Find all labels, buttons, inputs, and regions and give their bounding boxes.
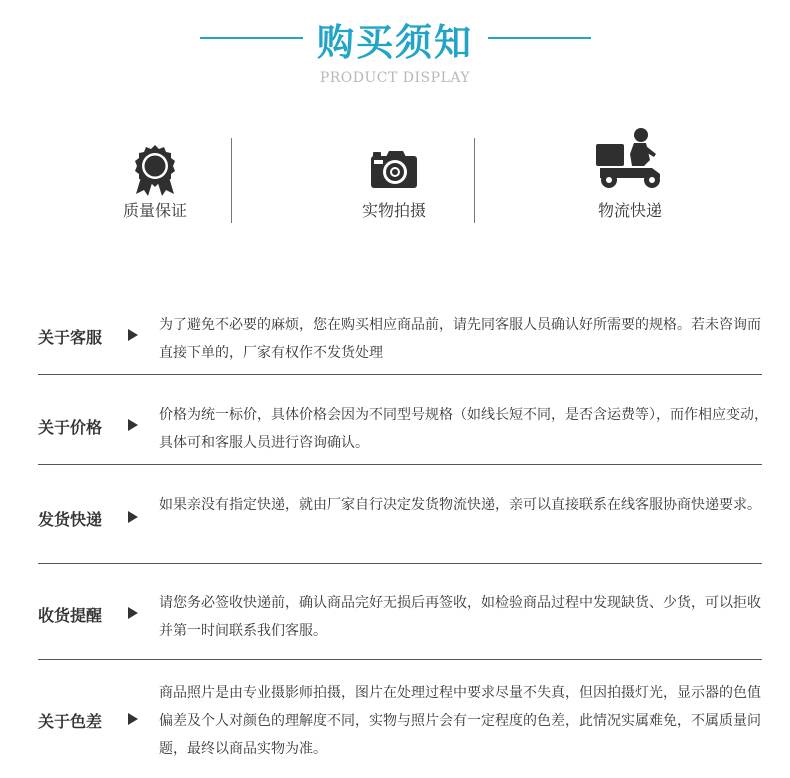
notice-text: 请您务必签收快递前，确认商品完好无损后再签收，如检验商品过程中发现缺货、少货，可以拒收并第一时间联系我们客服。: [159, 595, 761, 639]
camera-icon: [370, 150, 418, 190]
notice-label: 关于色差: [38, 712, 103, 731]
triangle-right-icon: [128, 607, 138, 619]
triangle-right-icon: [128, 511, 138, 523]
row-divider: [38, 374, 762, 375]
row-divider: [38, 464, 762, 465]
divider: [231, 138, 232, 223]
triangle-right-icon: [128, 419, 138, 431]
title-line-right: [488, 37, 591, 39]
notice-label: 关于客服: [38, 328, 103, 347]
feature-photo: [334, 120, 454, 230]
row-divider: [38, 563, 762, 564]
notice-text: 如果亲没有指定快递，就由厂家自行决定发货物流快递，亲可以直接联系在线客服协商快递要求。: [159, 497, 761, 513]
divider: [474, 138, 475, 223]
notice-label: 发货快递: [38, 510, 103, 529]
notice-text: 价格为统一标价，具体价格会因为不同型号规格（如线长短不同，是否含运费等），而作相应变动，具体可和客服人员进行咨询确认。: [159, 407, 768, 451]
header: [0, 0, 790, 100]
notice-label: 收货提醒: [38, 606, 103, 625]
medal-icon: [132, 144, 178, 196]
delivery-scooter-icon: [594, 126, 666, 190]
row-divider: [38, 659, 762, 660]
feature-quality: [95, 120, 215, 230]
page-subtitle: PRODUCT DISPLAY: [319, 70, 471, 86]
feature-strip: [0, 120, 790, 230]
feature-label: 实物拍摄: [361, 201, 426, 220]
triangle-right-icon: [128, 329, 138, 341]
notice-label: 关于价格: [38, 418, 103, 437]
feature-delivery: [570, 120, 690, 230]
feature-label: 质量保证: [122, 201, 187, 220]
feature-label: 物流快递: [597, 201, 662, 220]
notice-text: 为了避免不必要的麻烦，您在购买相应商品前，请先同客服人员确认好所需要的规格。若未咨询而直接下单的，厂家有权作不发货处理: [159, 317, 761, 361]
notice-text: 商品照片是由专业摄影师拍摄，图片在处理过程中要求尽量不失真，但因拍摄灯光，显示器的色值偏差及个人对颜色的理解度不同，实物与照片会有一定程度的色差，此情况实属难免，不属质量问题，最终以商品实物为准。: [159, 685, 761, 757]
page-title: 购买须知: [317, 21, 473, 64]
title-line-left: [200, 37, 303, 39]
triangle-right-icon: [128, 713, 138, 725]
